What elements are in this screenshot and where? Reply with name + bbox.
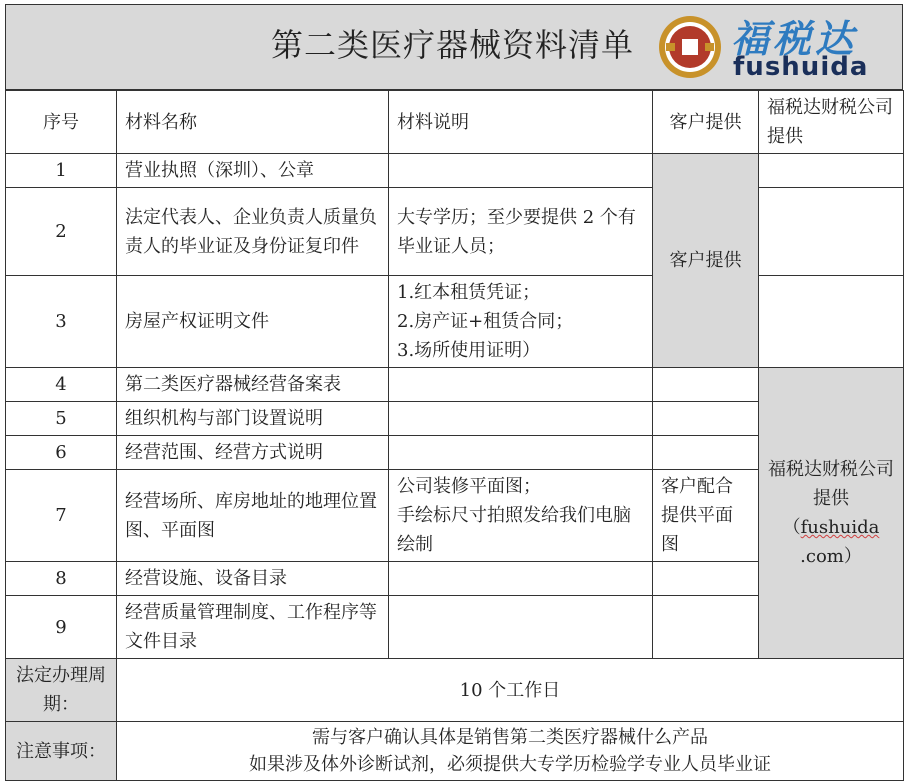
row-client bbox=[653, 596, 759, 659]
notes-label: 注意事项： bbox=[6, 722, 117, 781]
row-name: 房屋产权证明文件 bbox=[117, 276, 389, 368]
row-desc bbox=[389, 596, 653, 659]
row-no: 1 bbox=[6, 154, 117, 188]
coin-logo-icon bbox=[657, 14, 723, 80]
notes-content bbox=[117, 722, 904, 781]
table-row bbox=[6, 154, 904, 188]
row-name: 法定代表人、企业负责人质量负责人的毕业证及身份证复印件 bbox=[117, 188, 389, 276]
row-no: 3 bbox=[6, 276, 117, 368]
logo-english-text: fushuida bbox=[733, 52, 869, 82]
note-line: 需与客户确认具体是销售第二类医疗器械什么产品 bbox=[312, 727, 708, 748]
row-company bbox=[759, 276, 904, 368]
paren-open: （ bbox=[782, 517, 801, 538]
row-desc bbox=[389, 436, 653, 470]
row-name: 第二类医疗器械经营备案表 bbox=[117, 368, 389, 402]
desc-line: 1.红本租赁凭证； bbox=[397, 282, 541, 303]
company-site-name: fushuida bbox=[800, 517, 880, 538]
desc-line: 2.房产证+租赁合同； bbox=[397, 311, 574, 332]
desc-line: 手绘标尺寸拍照发给我们电脑绘制 bbox=[397, 505, 631, 555]
logo-chinese-text: 福税达 bbox=[731, 17, 858, 61]
row-company bbox=[759, 188, 904, 276]
company-site-tail: .com） bbox=[800, 546, 862, 567]
row-client bbox=[653, 368, 759, 402]
row-desc bbox=[389, 470, 653, 562]
materials-table bbox=[5, 90, 904, 781]
header-no: 序号 bbox=[6, 91, 117, 154]
desc-line: 公司装修平面图； bbox=[397, 476, 541, 497]
row-name: 经营质量管理制度、工作程序等文件目录 bbox=[117, 596, 389, 659]
row-no: 6 bbox=[6, 436, 117, 470]
client-provide-merged: 客户提供 bbox=[653, 154, 759, 368]
row-desc bbox=[389, 562, 653, 596]
row-client: 客户配合提供平面图 bbox=[653, 470, 759, 562]
row-client bbox=[653, 562, 759, 596]
row-company bbox=[759, 154, 904, 188]
table-row bbox=[6, 188, 904, 276]
desc-line: 3.场所使用证明） bbox=[397, 340, 541, 361]
row-desc: 大专学历；至少要提供 2 个有毕业证人员； bbox=[389, 188, 653, 276]
period-row bbox=[6, 659, 904, 722]
header-company: 福税达财税公司提供 bbox=[759, 91, 904, 154]
page-title: 第二类医疗器械资料清单 bbox=[270, 26, 634, 64]
note-line: 如果涉及体外诊断试剂，必须提供大专学历检验学专业人员毕业证 bbox=[249, 754, 771, 775]
row-name: 经营设施、设备目录 bbox=[117, 562, 389, 596]
row-no: 8 bbox=[6, 562, 117, 596]
header-name: 材料名称 bbox=[117, 91, 389, 154]
row-no: 2 bbox=[6, 188, 117, 276]
table-header-row bbox=[6, 91, 904, 154]
company-provide-merged bbox=[759, 368, 904, 659]
row-desc bbox=[389, 368, 653, 402]
row-no: 9 bbox=[6, 596, 117, 659]
company-provide-text: 福税达财税公司提供 bbox=[768, 459, 894, 509]
row-name: 营业执照（深圳）、公章 bbox=[117, 154, 389, 188]
header-desc: 材料说明 bbox=[389, 91, 653, 154]
row-name: 经营范围、经营方式说明 bbox=[117, 436, 389, 470]
table-row bbox=[6, 276, 904, 368]
brand-logo bbox=[655, 8, 895, 84]
row-client bbox=[653, 402, 759, 436]
row-desc bbox=[389, 276, 653, 368]
period-value: 10 个工作日 bbox=[117, 659, 904, 722]
row-desc bbox=[389, 402, 653, 436]
row-name: 经营场所、库房地址的地理位置图、平面图 bbox=[117, 470, 389, 562]
period-label: 法定办理周期： bbox=[6, 659, 117, 722]
row-client bbox=[653, 436, 759, 470]
row-name: 组织机构与部门设置说明 bbox=[117, 402, 389, 436]
row-no: 7 bbox=[6, 470, 117, 562]
row-no: 4 bbox=[6, 368, 117, 402]
header-client: 客户提供 bbox=[653, 91, 759, 154]
company-site-line bbox=[767, 513, 895, 542]
notes-row bbox=[6, 722, 904, 781]
table-row bbox=[6, 368, 904, 402]
row-no: 5 bbox=[6, 402, 117, 436]
row-desc bbox=[389, 154, 653, 188]
